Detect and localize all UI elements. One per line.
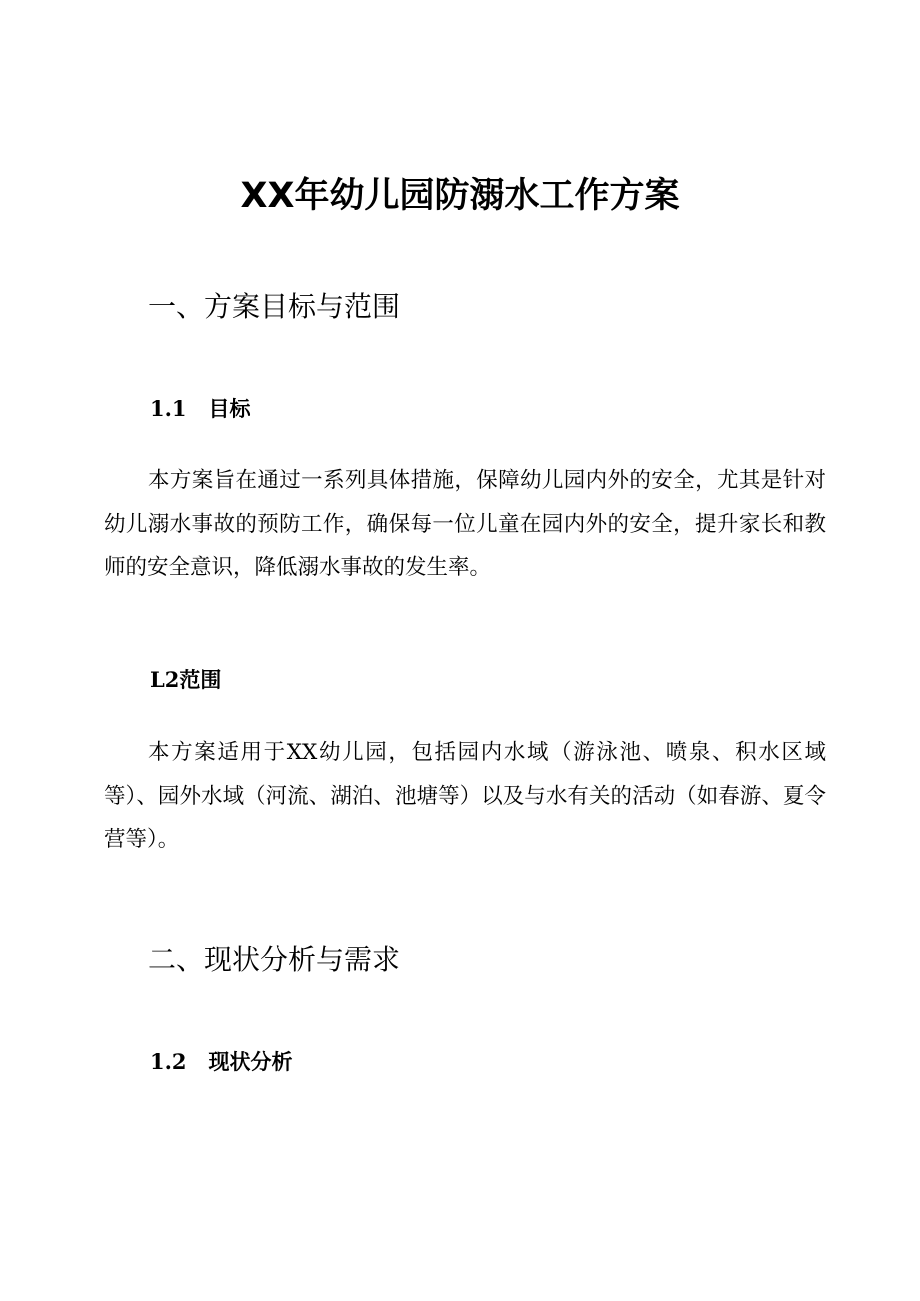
subsection-heading-scope: L2范围 <box>150 667 222 692</box>
paragraph-scope: 本方案适用于XX幼儿园，包括园内水域（游泳池、喷泉、积水区域等）、园外水域（河流、湖泊、池塘等）以及与水有关的活动（如春游、夏令营等）。 <box>104 740 826 852</box>
subsection-heading-status-analysis: 1.2 现状分析 <box>150 1049 293 1074</box>
document-title: XX年幼儿园防溺水工作方案 <box>240 176 680 216</box>
paragraph-goal: 本方案旨在通过一系列具体措施，保障幼儿园内外的安全，尤其是针对幼儿溺水事故的预防工作，确保每一位儿童在园内外的安全，提升家长和教师的安全意识，降低溺水事故的发生率。 <box>104 468 826 580</box>
section-heading-status-needs: 二、现状分析与需求 <box>148 943 401 976</box>
subsection-heading-goal: 1.1 目标 <box>150 396 251 421</box>
section-heading-goals-scope: 一、方案目标与范围 <box>148 290 401 323</box>
